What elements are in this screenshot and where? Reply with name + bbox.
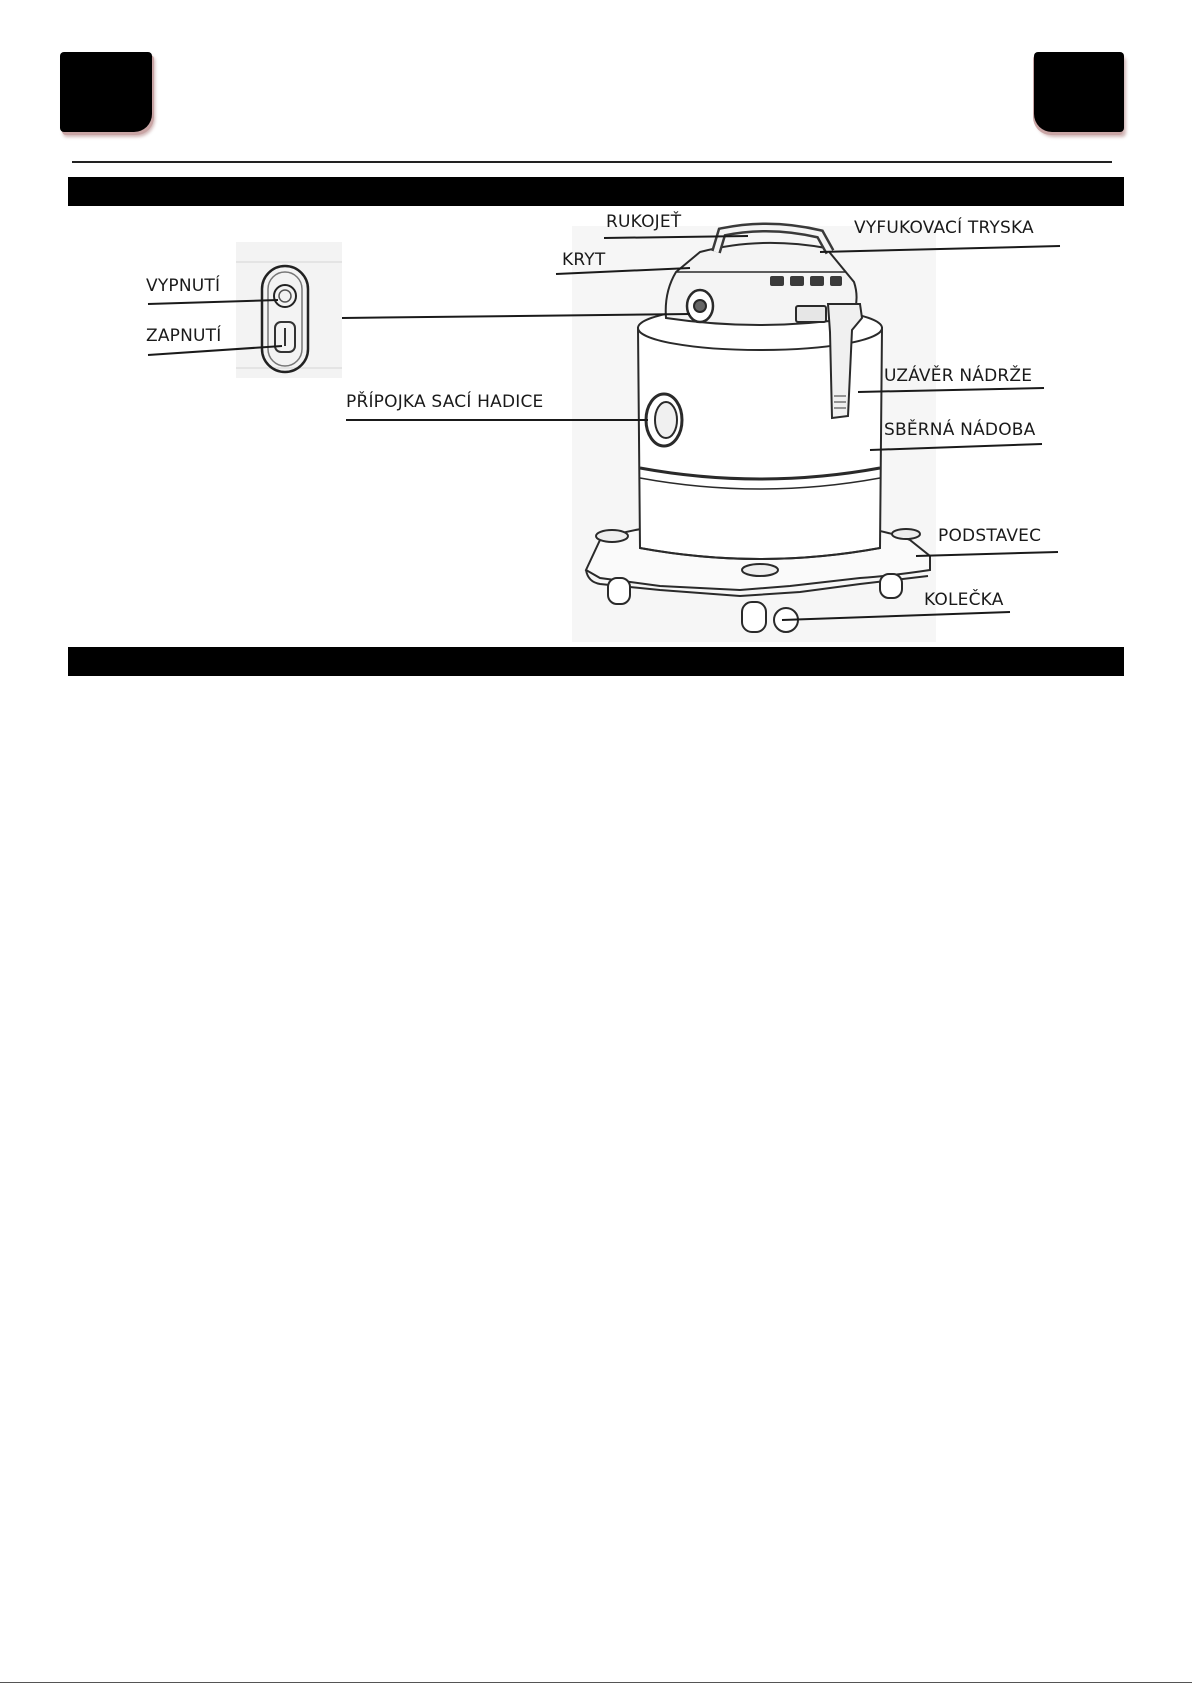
label-rukojet: RUKOJEŤ <box>606 212 682 232</box>
label-zapnuti: ZAPNUTÍ <box>146 326 222 346</box>
section-bar-bottom <box>68 647 1124 676</box>
label-kryt: KRYT <box>562 250 606 270</box>
label-sberna-nadoba: SBĚRNÁ NÁDOBA <box>884 420 1036 440</box>
footer-rule <box>0 1682 1192 1683</box>
label-vypnuti: VYPNUTÍ <box>146 276 221 296</box>
label-vyfukovaci-tryska: VYFUKOVACÍ TRYSKA <box>854 218 1034 238</box>
label-kolecka: KOLEČKA <box>924 590 1004 610</box>
label-pripojka-saci-hadice: PŘÍPOJKA SACÍ HADICE <box>346 392 544 412</box>
label-podstavec: PODSTAVEC <box>938 526 1042 546</box>
label-uzaver-nadrze: UZÁVĚR NÁDRŽE <box>884 366 1033 386</box>
